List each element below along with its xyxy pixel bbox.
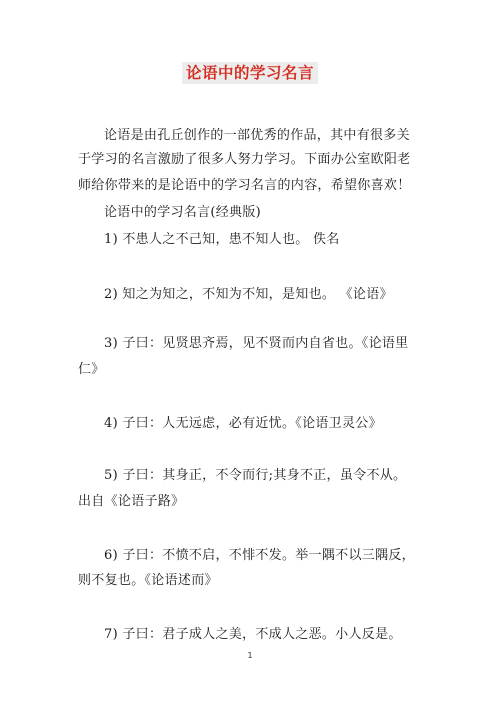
quote-line: 则不复也。《论语述而》 [78,573,218,588]
quote-line: 3) 子曰：见贤思齐焉，见不贤而内自省也。《论语里 [104,336,409,351]
section-heading: 论语中的学习名言(经典版) [104,205,262,220]
quote-line: 7) 子曰：君子成人之美，不成人之恶。小人反是。 [104,627,402,642]
intro-line: 于学习的名言激励了很多人努力学习。下面办公室欧阳老 [78,152,411,167]
intro-line: 师给你带来的是论语中的学习名言的内容，希望你喜欢！ [78,178,411,193]
quote-line: 2) 知之为知之，不知为不知，是知也。 《论语》 [104,287,393,302]
quote-line: 6) 子曰：不愤不启，不悱不发。举一隅不以三隅反， [104,548,415,563]
title-container [0,62,500,84]
quote-line: 出自《论语子路》 [78,494,185,509]
quote-line: 仁》 [78,362,105,377]
document-title: 论语中的学习名言 [182,62,318,84]
quote-line: 4) 子曰：人无远虑，必有近忧。《论语卫灵公》 [104,416,382,431]
intro-line: 论语是由孔丘创作的一部优秀的作品，其中有很多关 [104,128,410,143]
quote-line: 5) 子曰：其身正，不令而行;其身不正，虽令不从。 [104,468,407,483]
page-number: 1 [247,651,253,660]
quote-line: 1) 不患人之不己知，患不知人也。 佚名 [104,232,340,247]
